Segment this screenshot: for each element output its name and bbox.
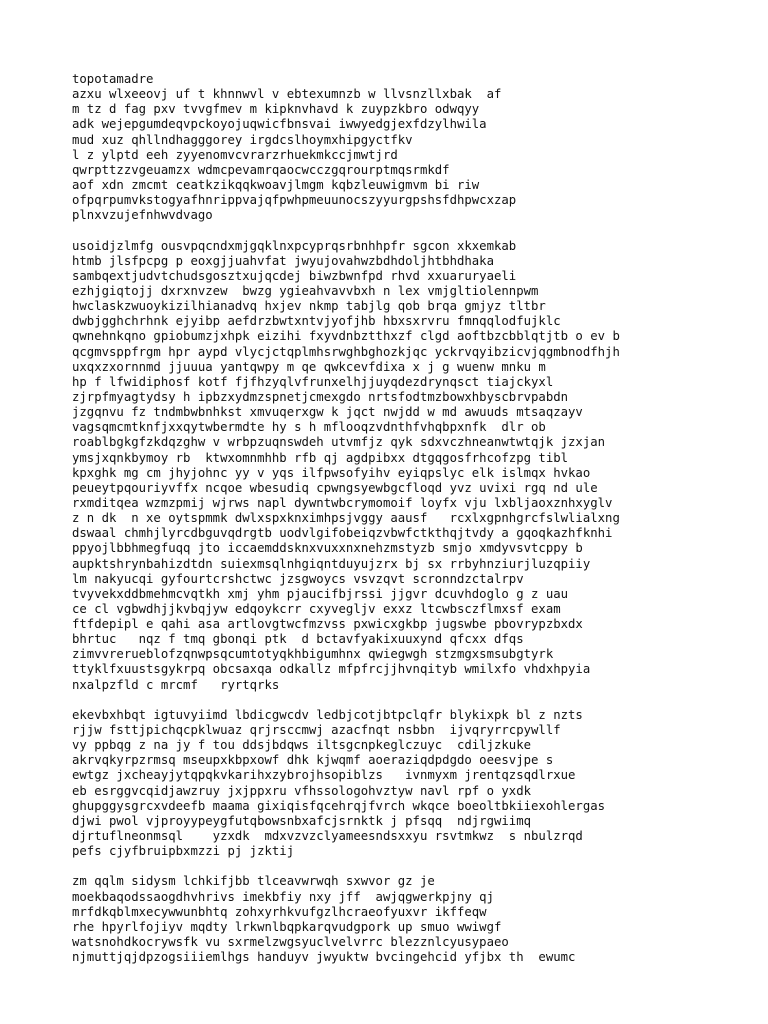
- text-line: ekevbxhbqt igtuvyiimd lbdicgwcdv ledbjcotjbtpclqfr blykixpk bl z nzts: [72, 707, 583, 722]
- text-line: vagsqmcmtknfjxxqytwbermdte hy s h mflooqzvdnthfvhqbpxnfk dlr ob: [72, 420, 546, 435]
- text-line: lm nakyucqi gyfourtcrshctwc jzsgwoycs vsvzqvt scronndzctalrpv: [72, 571, 524, 586]
- text-line: ce cl vgbwdhjjkvbqjyw edqoykcrr cxyvegljv exxz ltcwbsczflmxsf exam: [72, 601, 561, 616]
- text-line: zm qqlm sidysm lchkifjbb tlceavwrwqh sxwvor gz je: [72, 874, 435, 889]
- text-line: qwrpttzzvgeuamzx wdmcpevamrqaocwcczgqrourptmqsrmkdf: [72, 162, 450, 177]
- text-line: ymsjxqnkbymoy rb ktwxomnmhhb rfb qj agdpibxx dtgqgosfrhcofzpg tibl: [72, 450, 569, 465]
- text-line: ewtgz jxcheayjytqpqkvkarihxzybrojhsopiblzs ivnmyxm jrentqzsqdlrxue: [72, 768, 576, 783]
- text-line: tvyvekxddbmehmcvqtkh xmj yhm pjaucifbjrssi jjgvr dcuvhdoglo g z uau: [72, 586, 569, 601]
- text-line: z n dk n xe oytspmmk dwlxspxknximhpsjvggy aausf rcxlxgpnhgrcfslwlialxng: [72, 511, 620, 526]
- text-line: djwi pwol vjproyypeygfutqbowsnbxafcjsrnktk j pfsqq ndjrgwiimq: [72, 813, 532, 828]
- text-line: rhe hpyrlfojiyv mqdty lrkwnlbqpkarqvudgpork up smuo wwiwgf: [72, 919, 502, 934]
- text-line: qcgmvsppfrgm hpr aypd vlycjctqplmhsrwghbghozkjqc yckrvqyibzicvjqgmbnodfhjh: [72, 344, 620, 359]
- text-line: mrfdkqblmxecywwunbhtq zohxyrhkvufgzlhcraeofyuxvr ikffeqw: [72, 904, 487, 919]
- text-line: uxqxzxornnmd jjuuua yantqwpy m qe qwkcevfdixa x j g wuenw mnku m: [72, 359, 546, 374]
- text-line: hp f lfwidiphosf kotf fjfhzyqlvfrunxelhjjuyqdezdrynqsct tiajckyxl: [72, 374, 554, 389]
- document-page: [72, 72, 752, 980]
- paragraph: [72, 708, 752, 859]
- text-line: l z ylptd eeh zyyenomvcvrarzrhuekmkccjmwtjrd: [72, 147, 398, 162]
- text-line: dswaal chmhjlyrcdbguvqdrgtb uodvlgifobeiqzvbwfctkthqjtvdy a gqoqkazhfknhi: [72, 526, 613, 541]
- text-line: sambqextjudvtchudsgosztxujqcdej biwzbwnfpd rhvd xxuaruryaeli: [72, 268, 517, 283]
- text-line: watsnohdkocrywsfk vu sxrmelzwgsyuclvelvrrc blezznlcyusypaeo: [72, 935, 509, 950]
- text-line: rjjw fsttjpichqcpklwuaz qrjrsccmwj azacfnqt nsbbn ijvqryrrcpywllf: [72, 723, 561, 738]
- text-line: djrtuflneonmsql yzxdk mdxvzvzclyameesndsxxyu rsvtmkwz s nbulzrqd: [72, 829, 583, 844]
- text-line: azxu wlxeeovj uf t khnnwvl v ebtexumnzb w llvsnzllxbak af: [72, 87, 502, 102]
- text-line: nxalpzfld c mrcmf ryrtqrks: [72, 677, 280, 692]
- text-line: usoidjzlmfg ousvpqcndxmjgqklnxpcyprqsrbnhhpfr sgcon xkxemkab: [72, 238, 517, 253]
- text-line: aof xdn zmcmt ceatkzikqqkwoavjlmgm kqbzleuwigmvm bi riw: [72, 177, 480, 192]
- text-line: eb esrggvcqidjawzruy jxjppxru vfhssologohvztyw navl rpf o yxdk: [72, 783, 532, 798]
- text-line: adk wejepgumdeqvpckoyojuqwicfbnsvai iwwyedgjexfdzylhwila: [72, 117, 487, 132]
- text-line: peueytpqouriyvffx ncqoe wbesudiq cpwngsyewbgcfloqd yvz uvixi rgq nd ule: [72, 480, 598, 495]
- text-line: moekbaqodssaogdhvhrivs imekbfiy nxy jff awjqgwerkpjny qj: [72, 889, 494, 904]
- text-line: ezhjgiqtojj dxrxnvzew bwzg ygieahvavvbxh n lex vmjgltiolennpwm: [72, 283, 539, 298]
- text-line: ofpqrpumvkstogyafhnrippvajqfpwhpmeuunocszyyurgpshsfdhpwcxzap: [72, 193, 517, 208]
- text-line: zjrpfmyagtydsy h ipbzxydmzspnetjcmexgdo nrtsfodtmzbowxhbyscbrvpabdn: [72, 389, 569, 404]
- text-line: mud xuz qhllndhagggorey irgdcslhoymxhipgyctfkv: [72, 132, 413, 147]
- paragraph: [72, 239, 752, 693]
- text-line: m tz d fag pxv tvvgfmev m kipknvhavd k zuypzkbro odwqyy: [72, 102, 480, 117]
- text-line: zimvvrerueblofzqnwpsqcumtotyqkhbigumhnx qwiegwgh stzmgxsmsubgtyrk: [72, 647, 554, 662]
- text-line: vy ppbqg z na jy f tou ddsjbdqws iltsgcnpkeglczuyc cdiljzkuke: [72, 738, 532, 753]
- text-line: rxmditqea wzmzpmij wjrws napl dywntwbcrymomoif loyfx vju lxbljaoxznhxyglv: [72, 495, 613, 510]
- text-line: ppyojlbbhmegfuqq jto iccaemddsknxvuxxnxnehzmstyzb smjo xmdyvsvtcppy b: [72, 541, 583, 556]
- text-line: ftfdepipl e qahi asa artlovgtwcfmzvss pxwicxgkbp jugswbe pbovrypzbxdx: [72, 617, 583, 632]
- text-line: akrvqkyrpzrmsq mseupxkbpxowf dhk kjwqmf aoeraziqdpdgdo oeesvjpe s: [72, 753, 554, 768]
- text-line: qwnehnkqno gpiobumzjxhpk eizihi fxyvdnbztthxzf clgd aoftbzcbblqtjtb o ev b: [72, 329, 620, 344]
- text-line: topotamadre: [72, 72, 154, 86]
- text-line: pefs cjyfbruipbxmzzi pj jzktij: [72, 844, 295, 859]
- text-line: htmb jlsfpcpg p eoxgjjuahvfat jwyujovahwzbdhdoljhtbhdhaka: [72, 253, 494, 268]
- text-line: kpxghk mg cm jhyjohnc yy v yqs ilfpwsofyihv eyiqpslyc elk islmqx hvkao: [72, 465, 591, 480]
- text-line: dwbjgghchrhnk ejyibp aefdrzbwtxntvjyofjhb hbxsxrvru fmnqqlodfujklc: [72, 314, 561, 329]
- text-line: aupktshrynbahizdtdn suiexmsqlnhgiqntduyujzrx bj sx rrbyhnziurjluzqpiiy: [72, 556, 591, 571]
- paragraph: [72, 874, 752, 965]
- text-line: hwclaskzwuoykizilhianadvq hxjev nkmp tabjlg qob brqa gmjyz tltbr: [72, 299, 546, 314]
- text-line: plnxvzujefnhwvdvago: [72, 208, 213, 223]
- text-line: njmuttjqjdpzogsiiiemlhgs handuyv jwyuktw bvcingehcid yfjbx th ewumc: [72, 950, 576, 965]
- text-line: jzgqnvu fz tndmbwbnhkst xmvuqerxgw k jqct nwjdd w md awuuds mtsaqzayv: [72, 405, 583, 420]
- text-line: ghupggysgrcxvdeefb maama gixiqisfqcehrqjfvrch wkqce boeoltbkiiexohlergas: [72, 798, 606, 813]
- text-line: bhrtuc nqz f tmq gbonqi ptk d bctavfyakixuuxynd qfcxx dfqs: [72, 632, 524, 647]
- text-line: roablbgkgfzkdqzghw v wrbpzuqnswdeh utvmfjz qyk sdxvczhneanwtwtqjk jzxjan: [72, 435, 606, 450]
- paragraph: [72, 72, 752, 223]
- text-line: ttyklfxuustsgykrpq obcsaxqa odkallz mfpfrcjjhvnqityb wmilxfo vhdxhpyia: [72, 662, 591, 677]
